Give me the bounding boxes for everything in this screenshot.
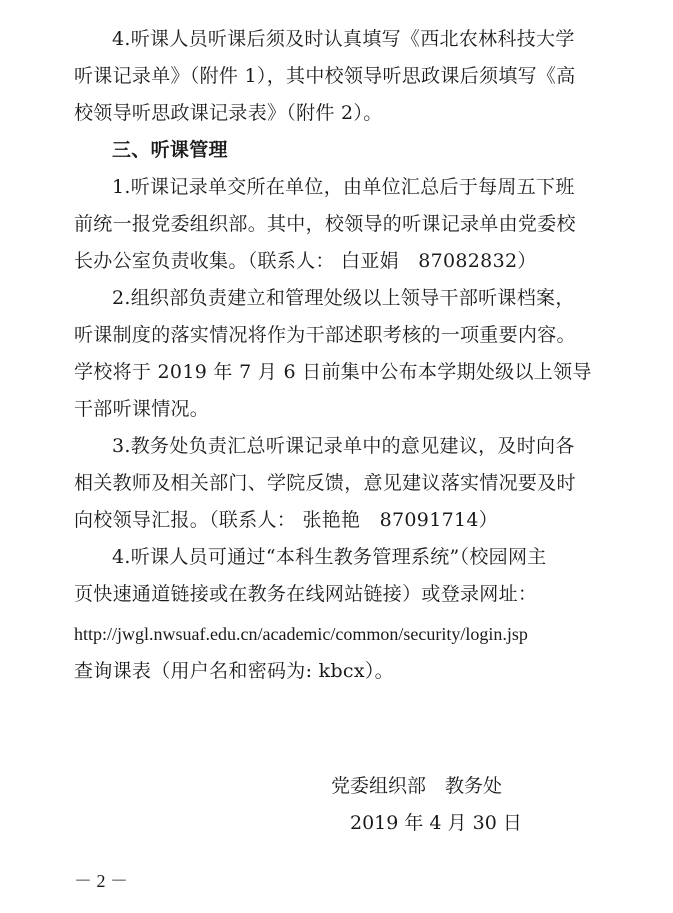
paragraph-line: 2.组织部负责建立和管理处级以上领导干部听课档案， (112, 287, 575, 309)
paragraph-line: 向校领导汇报。（联系人： 张艳艳 87091714） (74, 509, 499, 531)
login-url-link[interactable]: http://jwgl.nwsuaf.edu.cn/academic/common/security/login.jsp (74, 624, 528, 644)
paragraph-line: 长办公室负责收集。（联系人： 白亚娟 87082832） (74, 250, 537, 272)
paragraph-line: 听课记录单》（附件 1），其中校领导听思政课后须填写《高 (74, 65, 576, 87)
signature-date: 2019 年 4 月 30 日 (350, 812, 522, 834)
paragraph-line: 学校将于 2019 年 7 月 6 日前集中公布本学期处级以上领导 (74, 361, 592, 383)
paragraph-line: 干部听课情况。 (74, 398, 210, 420)
signature-organizations: 党委组织部 教务处 (331, 775, 503, 797)
paragraph-line: 4.听课人员听课后须及时认真填写《西北农林科技大学 (112, 28, 575, 50)
paragraph-line: 相关教师及相关部门、学院反馈，意见建议落实情况要及时 (74, 472, 576, 494)
paragraph-line: 页快速通道链接或在教务在线网站链接）或登录网址： (74, 583, 538, 605)
paragraph-line: 校领导听思政课记录表》（附件 2）。 (74, 102, 383, 124)
paragraph-line: 查询课表（用户名和密码为: kbcx）。 (74, 660, 394, 682)
paragraph-line: 4.听课人员可通过“本科生教务管理系统”（校园网主 (112, 546, 547, 568)
section-heading: 三、听课管理 (112, 139, 228, 161)
page-number: － 2 － (74, 871, 128, 891)
paragraph-line: 听课制度的落实情况将作为干部述职考核的一项重要内容。 (74, 324, 576, 346)
paragraph-line: 3.教务处负责汇总听课记录单中的意见建议，及时向各 (112, 435, 575, 457)
paragraph-line: 前统一报党委组织部。其中，校领导的听课记录单由党委校 (74, 213, 576, 235)
paragraph-line: 1.听课记录单交所在单位，由单位汇总后于每周五下班 (112, 176, 575, 198)
